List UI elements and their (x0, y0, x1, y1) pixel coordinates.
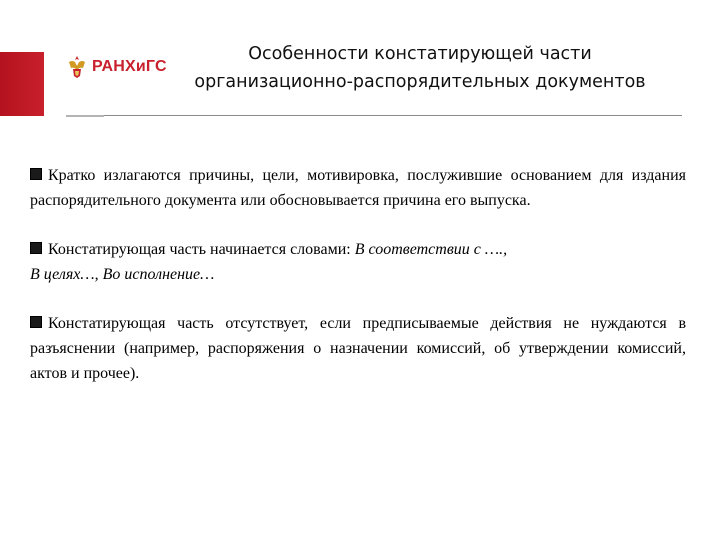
page-title (160, 40, 680, 96)
logo-text: РАНХиГС (92, 58, 167, 75)
square-bullet-icon (30, 316, 42, 328)
bullet-italic-2: В целях…, Во исполнение… (30, 266, 215, 283)
bullet-italic-1: В соответствии с …., (354, 241, 508, 258)
title-line-1: Особенности констатирующей части (248, 44, 592, 64)
title-line-2: организационно-распорядительных документов (194, 72, 646, 92)
logo (66, 52, 167, 82)
bullet-text-3: Констатирующая часть отсутствует, если предписываемые действия не нуждаются в разъяснении (например, распоряжения о назначении комиссий, об утверждении комиссий, актов и прочее). (30, 315, 686, 382)
red-accent-bar (0, 52, 44, 116)
title-rule (104, 115, 682, 116)
bullet-text-1: Кратко излагаются причины, цели, мотивировка, послужившие основанием для издания распорядительного документа или обосновывается причина его выпуска. (30, 167, 686, 209)
bullet-text-2: Констатирующая часть начинается словами: (48, 241, 351, 258)
bullet-item-3 (30, 311, 686, 386)
content (30, 163, 686, 410)
bullet-item-2 (30, 237, 686, 287)
title-rule-accent (66, 115, 104, 117)
square-bullet-icon (30, 168, 42, 180)
bullet-item-1 (30, 163, 686, 213)
eagle-emblem-icon (66, 54, 88, 80)
square-bullet-icon (30, 242, 42, 254)
